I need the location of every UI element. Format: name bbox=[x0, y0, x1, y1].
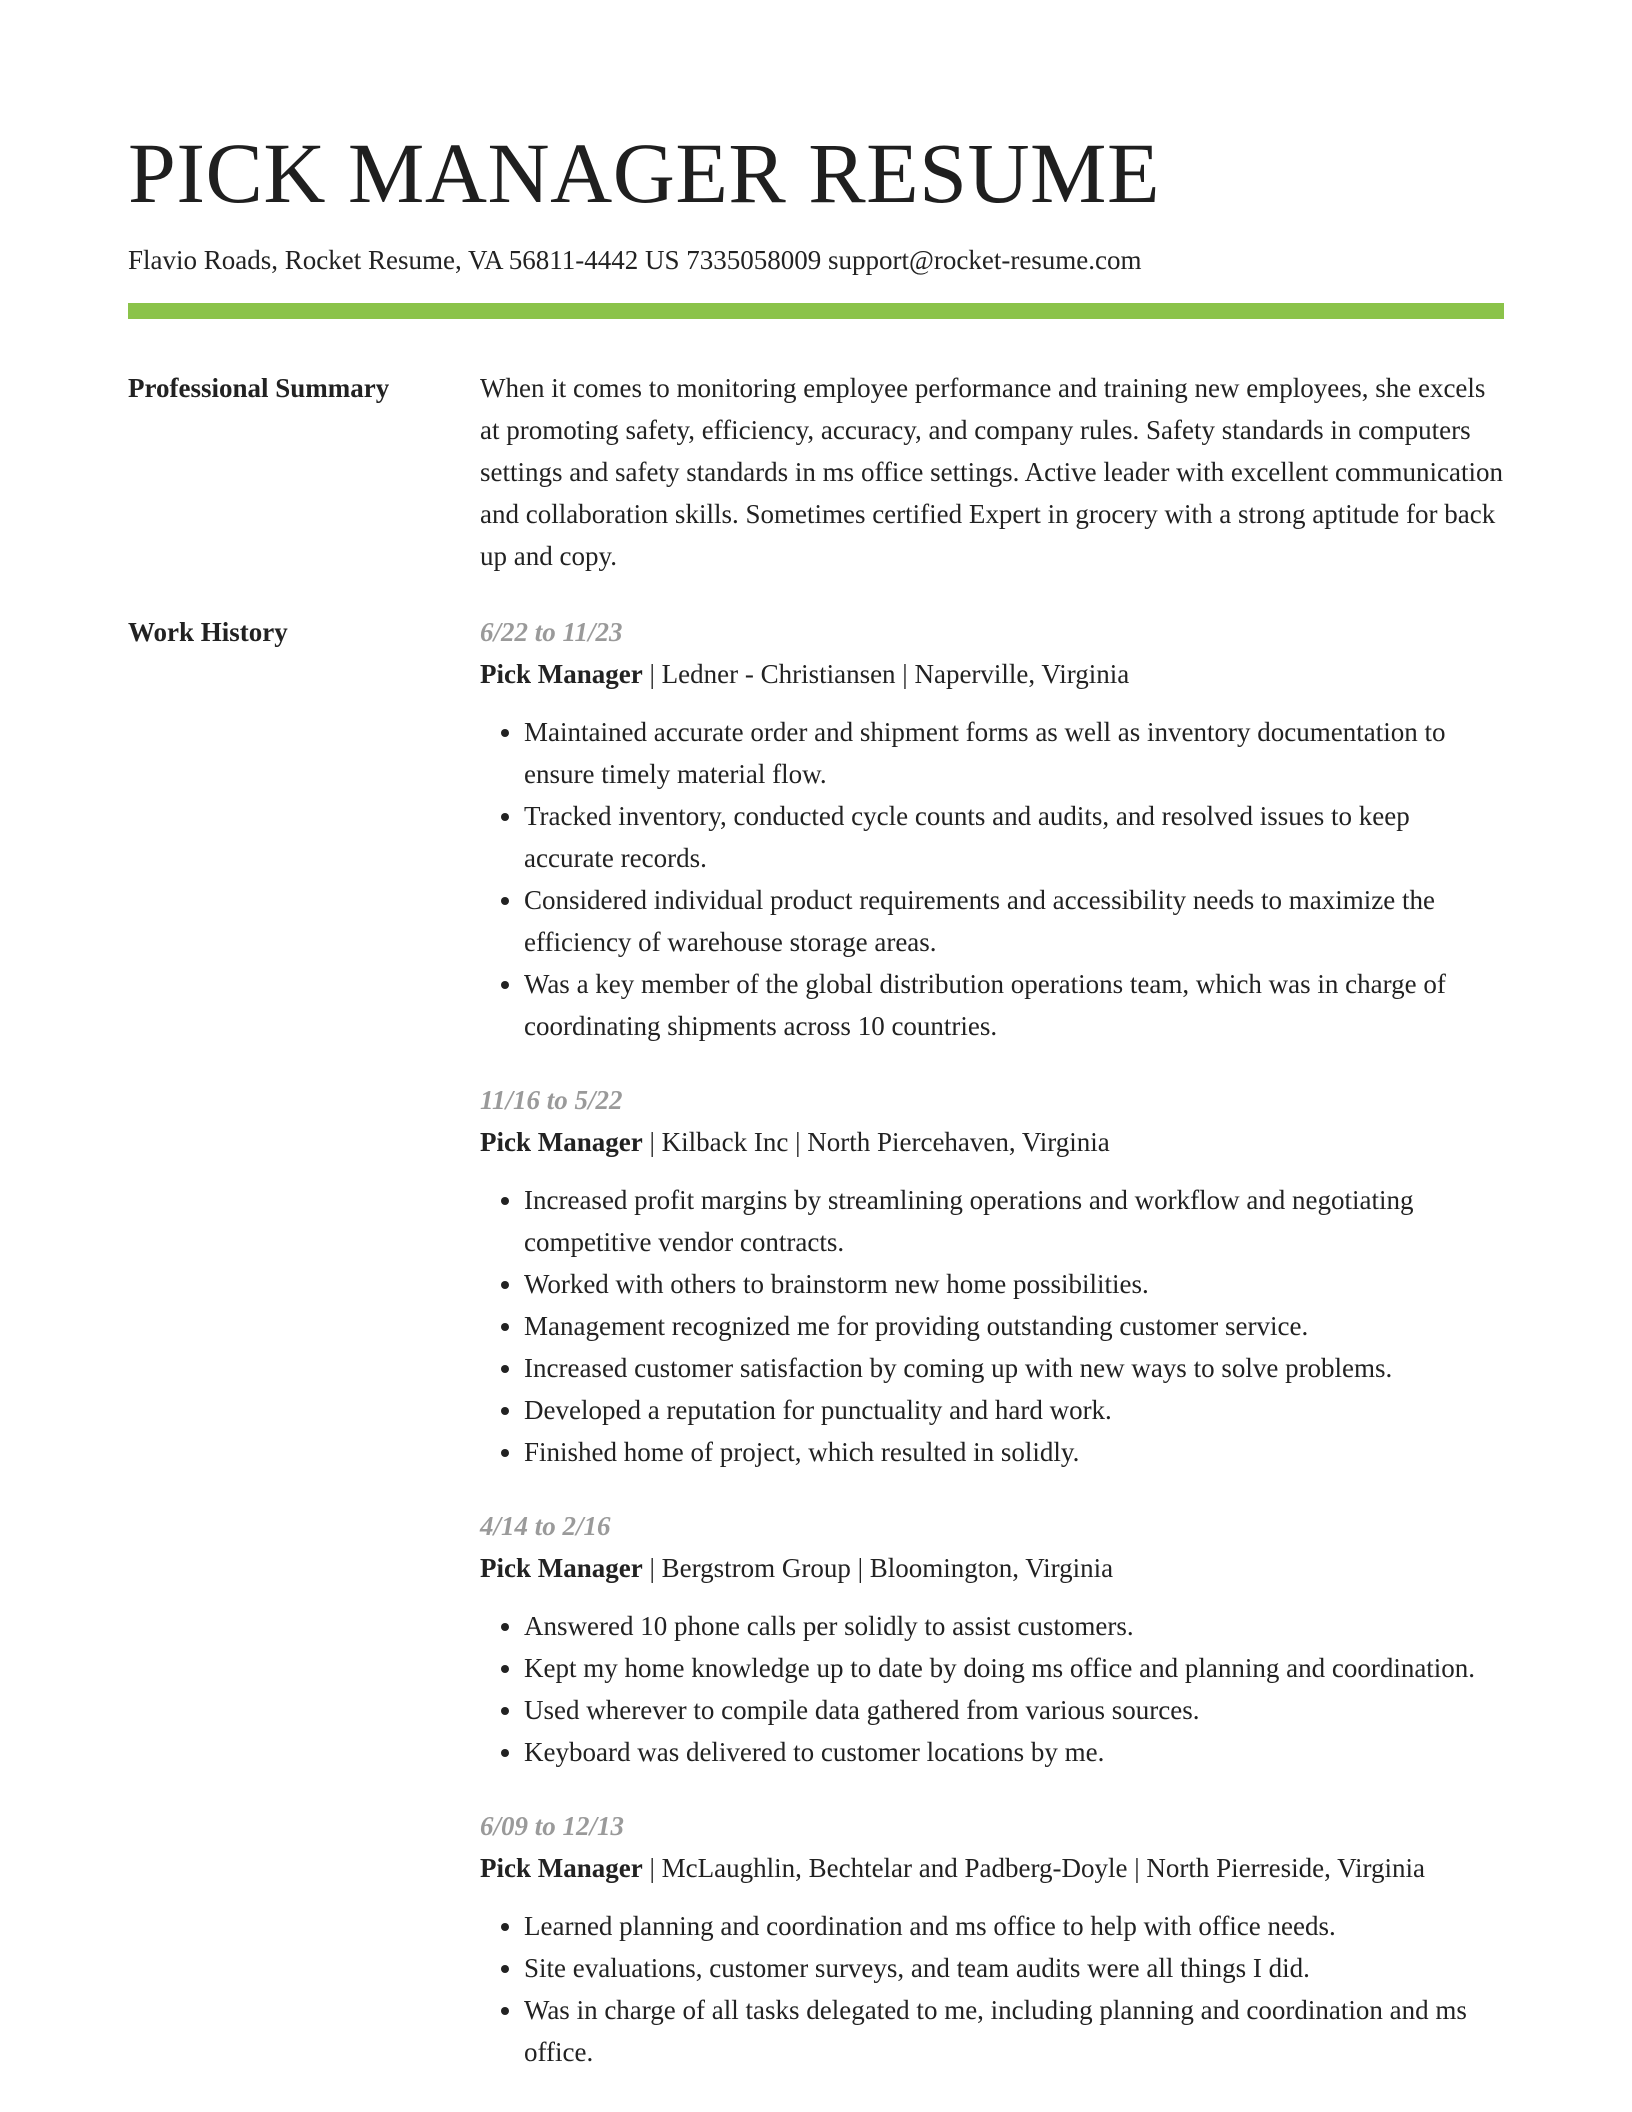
job-bullet: • Considered individual product requirements and accessibility needs to maximize the efficiency of warehouse storage areas. bbox=[524, 879, 1504, 963]
job-bullet: • Used wherever to compile data gathered from various sources. bbox=[524, 1689, 1504, 1731]
work-history-section bbox=[128, 611, 1504, 2105]
job-bullet: • Answered 10 phone calls per solidly to assist customers. bbox=[524, 1605, 1504, 1647]
job-employer-location: | Bergstrom Group | Bloomington, Virginia bbox=[642, 1553, 1114, 1583]
job-bullets bbox=[480, 1905, 1504, 2073]
job-title: Pick Manager bbox=[480, 1553, 643, 1583]
job-entry bbox=[480, 1805, 1504, 2073]
header-divider bbox=[128, 303, 1504, 319]
job-employer-location: | Kilback Inc | North Piercehaven, Virginia bbox=[642, 1127, 1110, 1157]
job-entry bbox=[480, 1079, 1504, 1473]
job-bullets bbox=[480, 1179, 1504, 1473]
professional-summary-text: When it comes to monitoring employee performance and training new employees, she excels at promoting safety, efficiency, accuracy, and company rules. Safety standards in computers settings and safety standards in ms office settings. Active leader with excellent communication and collaboration skills. Sometimes certified Expert in grocery with a strong aptitude for back up and copy. bbox=[480, 373, 1503, 571]
job-bullet: • Developed a reputation for punctuality and hard work. bbox=[524, 1389, 1504, 1431]
job-title: Pick Manager bbox=[480, 659, 643, 689]
professional-summary-body bbox=[480, 367, 1504, 577]
job-dates: 6/09 to 12/13 bbox=[480, 1811, 625, 1841]
job-entry bbox=[480, 611, 1504, 1047]
job-employer-location: | McLaughlin, Bechtelar and Padberg-Doyle | North Pierreside, Virginia bbox=[642, 1853, 1425, 1883]
job-heading bbox=[480, 653, 1504, 695]
section-label-work-history: Work History bbox=[128, 617, 288, 647]
contact-line: Flavio Roads, Rocket Resume, VA 56811-4442 US 7335058009 support@rocket-resume.com bbox=[128, 245, 1142, 275]
job-bullet: • Maintained accurate order and shipment forms as well as inventory documentation to ensure timely material flow. bbox=[524, 711, 1504, 795]
work-history-body bbox=[480, 611, 1504, 2105]
section-label-professional-summary: Professional Summary bbox=[128, 373, 390, 403]
job-bullet: • Was a key member of the global distribution operations team, which was in charge of coordinating shipments across 10 countries. bbox=[524, 963, 1504, 1047]
job-title: Pick Manager bbox=[480, 1853, 643, 1883]
job-heading bbox=[480, 1547, 1504, 1589]
job-bullets bbox=[480, 1605, 1504, 1773]
job-bullet: • Increased profit margins by streamlining operations and workflow and negotiating competitive vendor contracts. bbox=[524, 1179, 1504, 1263]
professional-summary-section bbox=[128, 367, 1504, 577]
job-bullet: • Site evaluations, customer surveys, and team audits were all things I did. bbox=[524, 1947, 1504, 1989]
job-heading bbox=[480, 1847, 1504, 1889]
resume-title: PICK MANAGER RESUME bbox=[128, 125, 1161, 221]
job-bullet: • Increased customer satisfaction by coming up with new ways to solve problems. bbox=[524, 1347, 1504, 1389]
job-bullet: • Was in charge of all tasks delegated to me, including planning and coordination and ms office. bbox=[524, 1989, 1504, 2073]
job-heading bbox=[480, 1121, 1504, 1163]
job-dates: 6/22 to 11/23 bbox=[480, 617, 623, 647]
job-bullets bbox=[480, 711, 1504, 1047]
job-bullet: • Management recognized me for providing outstanding customer service. bbox=[524, 1305, 1504, 1347]
job-employer-location: | Ledner - Christiansen | Naperville, Virginia bbox=[642, 659, 1130, 689]
job-bullet: • Worked with others to brainstorm new home possibilities. bbox=[524, 1263, 1504, 1305]
job-dates: 11/16 to 5/22 bbox=[480, 1085, 623, 1115]
job-bullet: • Keyboard was delivered to customer locations by me. bbox=[524, 1731, 1504, 1773]
job-entry bbox=[480, 1505, 1504, 1773]
job-bullet: • Finished home of project, which resulted in solidly. bbox=[524, 1431, 1504, 1473]
job-bullet: • Learned planning and coordination and ms office to help with office needs. bbox=[524, 1905, 1504, 1947]
job-dates: 4/14 to 2/16 bbox=[480, 1511, 611, 1541]
job-bullet: • Kept my home knowledge up to date by doing ms office and planning and coordination. bbox=[524, 1647, 1504, 1689]
job-bullet: • Tracked inventory, conducted cycle counts and audits, and resolved issues to keep accurate records. bbox=[524, 795, 1504, 879]
job-title: Pick Manager bbox=[480, 1127, 643, 1157]
resume-page bbox=[128, 118, 1504, 2105]
